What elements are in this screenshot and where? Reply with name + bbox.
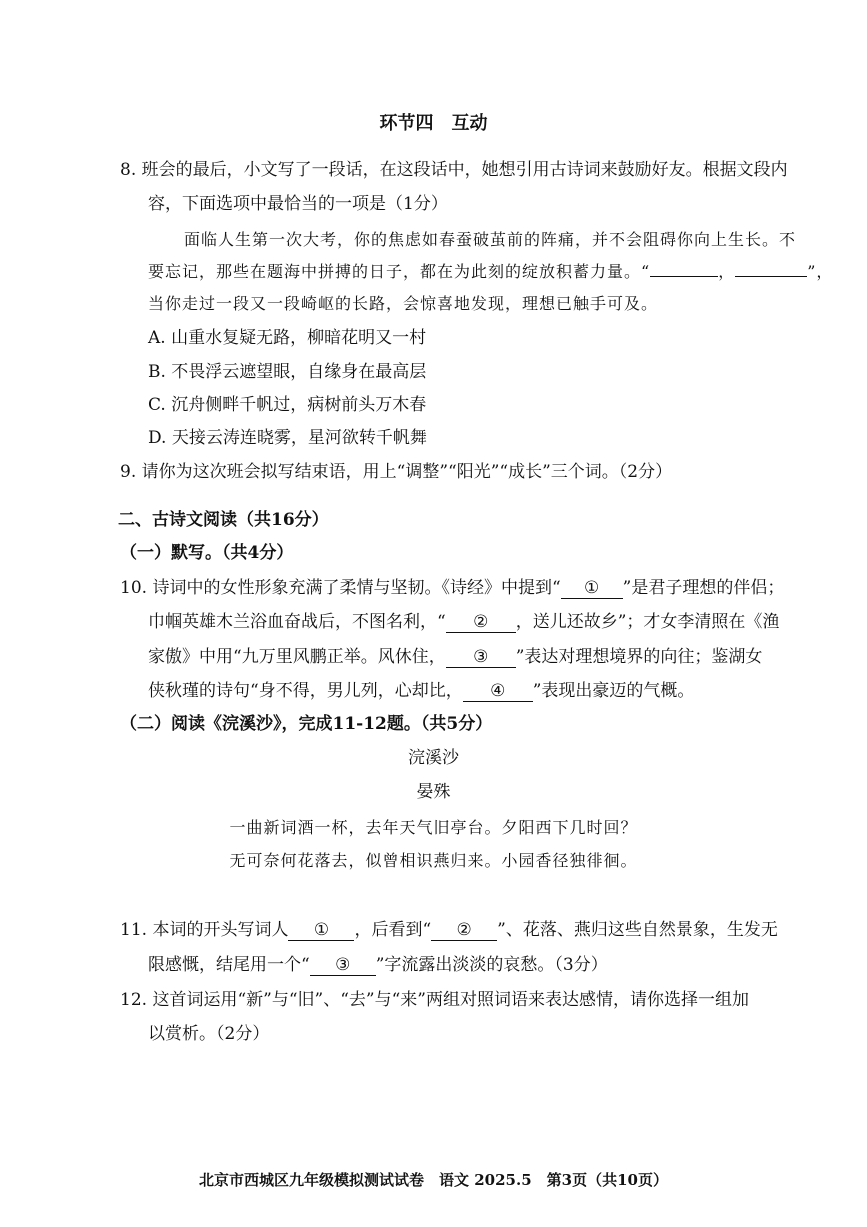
q10-line3 xyxy=(148,645,762,669)
q8-option-a[interactable]: A. 山重水复疑无路，柳暗花明又一村 xyxy=(148,328,427,348)
q10-blank-4[interactable]: ④ xyxy=(463,681,533,702)
q8-passage-line2 xyxy=(148,260,833,284)
q8-passage-line2-text: 要忘记，那些在题海中拼搏的日子，都在为此刻的绽放积蓄力量。“ xyxy=(148,262,651,281)
q11-line2-text: 限感慨，结尾用一个“ xyxy=(148,955,310,975)
part2-title: 二、古诗文阅读（共16分） xyxy=(118,510,329,530)
q11-blank-3[interactable]: ③ xyxy=(310,955,376,976)
poem-author: 晏殊 xyxy=(416,782,451,802)
part2-sub1-title: （一）默写。（共4分） xyxy=(120,543,294,563)
q10-blank-1[interactable]: ① xyxy=(561,578,623,599)
q10-blank-3[interactable]: ③ xyxy=(446,647,516,668)
q8-passage-line3: 当你走过一段又一段崎岖的长路，会惊喜地发现，理想已触手可及。 xyxy=(148,294,659,313)
poem-line1: 一曲新词酒一杯，去年天气旧亭台。夕阳西下几时回？ xyxy=(229,818,638,837)
q10-line4-text: 侠秋瑾的诗句“身不得，男儿列，心却比， xyxy=(148,681,463,701)
q10-line2-text: 巾帼英雄木兰浴血奋战后，不图名利，“ xyxy=(148,612,446,632)
poem-title: 浣溪沙 xyxy=(408,748,459,768)
q12-line2: 以赏析。（2分） xyxy=(148,1024,270,1044)
q10-line3-tail: ”表达对理想境界的向往；鉴湖女 xyxy=(515,647,763,667)
q8-option-b[interactable]: B. 不畏浮云遮望眼，自缘身在最高层 xyxy=(148,362,427,382)
q10-line4 xyxy=(148,679,694,703)
q10-line1-text: 10. 诗词中的女性形象充满了柔情与坚韧。《诗经》中提到“ xyxy=(120,578,561,598)
q10-line4-tail: ”表现出豪迈的气概。 xyxy=(532,681,695,701)
q8-close-quote: ”， xyxy=(807,262,834,281)
q10-line1-tail: ”是君子理想的伴侣； xyxy=(622,578,785,598)
q8-passage-line1: 面临人生第一次大考，你的焦虑如春蚕破茧前的阵痛，并不会阻碍你向上生长。不 xyxy=(184,230,797,249)
q8-stem-line2: 容，下面选项中最恰当的一项是（1分） xyxy=(148,194,448,214)
q12-line1: 12. 这首词运用“新”与“旧”、“去”与“来”两组对照词语来表达感情，请你选择一组加 xyxy=(120,990,749,1010)
poem-line2: 无可奈何花落去，似曾相识燕归来。小园香径独徘徊。 xyxy=(229,851,638,870)
q8-blank-2[interactable] xyxy=(735,276,807,277)
q11-line2-tail: ”字流露出淡淡的哀愁。（3分） xyxy=(375,955,608,975)
q8-blank-1[interactable] xyxy=(650,276,718,277)
q8-stem-line1: 8. 班会的最后，小文写了一段话，在这段话中，她想引用古诗词来鼓励好友。根据文段内 xyxy=(120,160,788,180)
q11-line1-tail: ”、花落、燕归这些自然景象，生发无 xyxy=(497,920,778,940)
q10-line1 xyxy=(120,576,784,600)
q8-comma: ， xyxy=(718,262,736,281)
q11-line2 xyxy=(148,953,608,977)
q9-stem: 9. 请你为这次班会拟写结束语，用上“调整”“阳光”“成长”三个词。（2分） xyxy=(120,462,673,482)
q11-blank-2[interactable]: ② xyxy=(431,920,497,941)
section-heading: 环节四 互动 xyxy=(379,113,488,134)
q11-line1-mid: ，后看到“ xyxy=(354,920,432,940)
page-footer: 北京市西城区九年级模拟测试试卷 语文 2025.5 第3页（共10页） xyxy=(199,1171,668,1189)
q10-line3-text: 家傲》中用“九万里风鹏正举。风休住， xyxy=(148,647,446,667)
q11-line1-text: 11. 本词的开头写词人 xyxy=(120,920,289,940)
q10-line2-tail: ，送儿还故乡”；才女李清照在《渔 xyxy=(515,612,780,632)
part2-sub2-title: （二）阅读《浣溪沙》，完成11-12题。（共5分） xyxy=(120,714,493,734)
q11-blank-1[interactable]: ① xyxy=(288,920,354,941)
q11-line1 xyxy=(120,918,778,942)
q8-option-d[interactable]: D. 天接云涛连晓雾，星河欲转千帆舞 xyxy=(148,428,427,448)
q10-line2 xyxy=(148,610,779,634)
q8-option-c[interactable]: C. 沉舟侧畔千帆过，病树前头万木春 xyxy=(148,395,427,415)
q10-blank-2[interactable]: ② xyxy=(446,612,516,633)
